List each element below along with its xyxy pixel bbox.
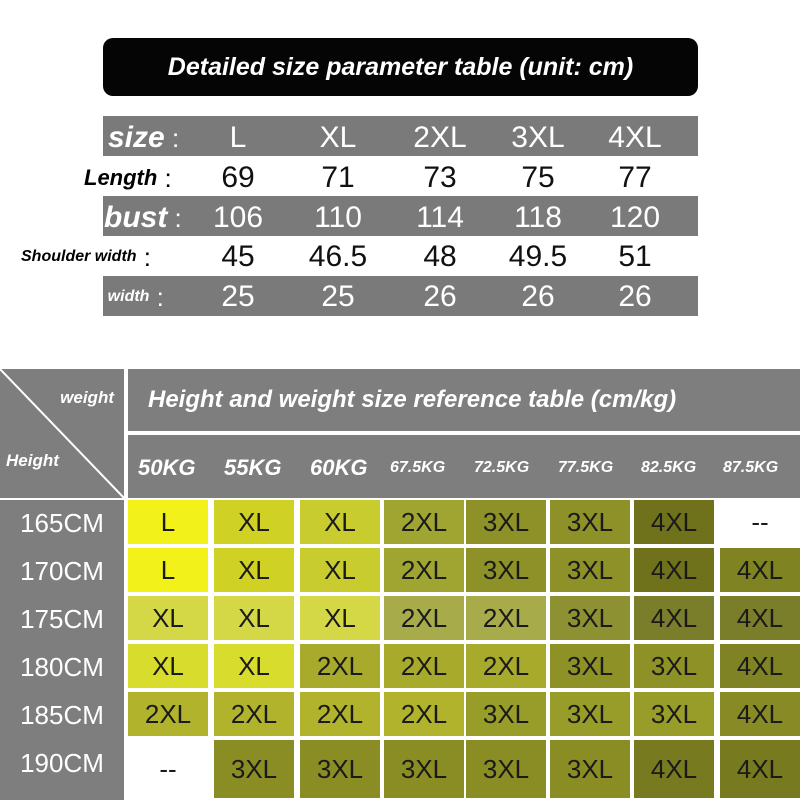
parameter-value: 73	[423, 161, 457, 194]
parameter-label	[73, 277, 164, 317]
size-cell	[634, 740, 714, 798]
parameter-label-text: size	[108, 121, 165, 154]
size-cell-value: 3XL	[650, 698, 698, 729]
size-cell-value: 2XL	[316, 650, 364, 681]
size-cell-value: 2XL	[316, 698, 364, 729]
height-label: 175CM	[20, 604, 104, 634]
parameter-row	[0, 198, 800, 238]
size-cell-value: 2XL	[482, 602, 530, 633]
parameter-value: 25	[221, 280, 255, 313]
size-cell	[300, 500, 380, 544]
parameter-value: 77	[618, 161, 652, 194]
weight-header-cell: 67.5KG	[390, 459, 446, 476]
label-colon: :	[136, 241, 151, 272]
parameter-value: 26	[618, 280, 652, 313]
size-cell	[466, 596, 546, 640]
size-cell-value: 2XL	[400, 506, 448, 537]
size-cell	[550, 740, 630, 798]
size-cell	[128, 500, 208, 544]
parameter-value: 120	[609, 201, 661, 234]
height-label: 185CM	[20, 700, 104, 730]
size-cell	[128, 548, 208, 592]
size-cell	[634, 596, 714, 640]
size-cell	[214, 500, 294, 544]
height-label: 180CM	[20, 652, 104, 682]
size-table-title	[103, 38, 698, 96]
parameter-value: 45	[221, 240, 255, 273]
size-table-title-text: Detailed size parameter table (unit: cm)	[167, 52, 634, 81]
size-header-cell: 2XL	[413, 121, 467, 154]
parameter-label	[21, 237, 151, 277]
size-cell-value: XL	[324, 554, 356, 585]
size-cell-value: --	[751, 506, 769, 537]
size-cell	[720, 548, 800, 592]
size-cell	[300, 692, 380, 736]
size-cell	[634, 644, 714, 688]
size-cell	[550, 692, 630, 736]
size-cell	[128, 644, 208, 688]
size-cell	[720, 596, 800, 640]
size-cell-value: 4XL	[650, 506, 698, 537]
size-cell-value: 3XL	[230, 753, 278, 784]
label-colon: :	[164, 122, 180, 153]
size-cell-value: 4XL	[736, 554, 784, 585]
size-cell	[384, 692, 464, 736]
size-cell-value: 2XL	[230, 698, 278, 729]
parameter-value: 51	[618, 240, 652, 273]
size-cell	[466, 500, 546, 544]
size-cell	[720, 740, 800, 798]
size-cell-value: 3XL	[566, 554, 614, 585]
size-cell	[634, 548, 714, 592]
size-cell-value: XL	[152, 650, 184, 681]
size-cell	[466, 740, 546, 798]
size-cell	[128, 596, 208, 640]
height-label: 170CM	[20, 556, 104, 586]
size-cell-value: 3XL	[482, 698, 530, 729]
size-cell-value: XL	[324, 602, 356, 633]
size-cell-value: 4XL	[736, 698, 784, 729]
reference-table-title	[128, 369, 800, 431]
weight-header-cell: 60KG	[310, 455, 368, 480]
size-cell	[466, 548, 546, 592]
size-cell-value: 4XL	[650, 554, 698, 585]
weight-header-cell: 82.5KG	[641, 459, 697, 476]
size-cell	[128, 740, 208, 798]
height-label: 190CM	[20, 748, 104, 778]
parameter-value: 110	[314, 201, 362, 234]
size-cell	[214, 644, 294, 688]
size-cell	[720, 644, 800, 688]
size-cell	[384, 740, 464, 798]
size-cell	[634, 692, 714, 736]
parameter-value: 75	[521, 161, 555, 194]
size-cell-value: XL	[238, 602, 270, 633]
size-cell-value: 2XL	[482, 650, 530, 681]
size-cell-value: 3XL	[482, 506, 530, 537]
parameter-row	[0, 237, 800, 277]
parameter-value: 25	[321, 280, 355, 313]
size-cell	[384, 500, 464, 544]
weight-header-cell: 77.5KG	[558, 459, 614, 476]
parameter-value: 46.5	[308, 240, 368, 273]
weight-header-cell: 50KG	[138, 455, 196, 480]
size-cell	[384, 644, 464, 688]
size-header-row	[0, 118, 800, 158]
parameter-row	[0, 158, 800, 198]
size-cell-value: 4XL	[650, 602, 698, 633]
size-cell-value: 3XL	[566, 698, 614, 729]
size-cell	[214, 692, 294, 736]
parameter-label-text: bust	[104, 201, 168, 234]
label-colon: :	[157, 162, 172, 193]
size-cell-value: 3XL	[482, 753, 530, 784]
size-cell-value: L	[160, 506, 176, 537]
size-cell	[634, 500, 714, 544]
size-cell-value: XL	[324, 506, 356, 537]
size-header-cell: 3XL	[511, 121, 565, 154]
size-cell-value: 3XL	[566, 506, 614, 537]
size-cell-value: 3XL	[566, 602, 614, 633]
size-cell	[384, 548, 464, 592]
size-cell-value: 3XL	[566, 753, 614, 784]
size-cell	[214, 740, 294, 798]
label-colon: :	[167, 202, 182, 233]
size-cell	[300, 644, 380, 688]
parameter-value: 48	[423, 240, 457, 273]
size-cell-value: 3XL	[650, 650, 698, 681]
parameter-value: 49.5	[508, 240, 568, 273]
parameter-value: 114	[416, 201, 464, 234]
size-cell	[550, 548, 630, 592]
parameter-value: 26	[423, 280, 457, 313]
size-cell	[128, 692, 208, 736]
size-cell-value: 2XL	[144, 698, 192, 729]
size-cell	[466, 644, 546, 688]
parameter-label	[84, 158, 172, 198]
size-cell	[550, 644, 630, 688]
size-cell-value: 2XL	[400, 650, 448, 681]
size-cell	[300, 548, 380, 592]
size-cell-value: 2XL	[400, 554, 448, 585]
size-cell-value: XL	[238, 650, 270, 681]
size-cell	[720, 500, 800, 544]
weight-header-cell: 87.5KG	[723, 459, 779, 476]
size-cell	[300, 740, 380, 798]
height-label: 165CM	[20, 508, 104, 538]
size-cell-value: 4XL	[650, 753, 698, 784]
parameter-label	[108, 118, 179, 158]
size-cell-value: XL	[238, 554, 270, 585]
size-cell	[214, 548, 294, 592]
weight-header-cell: 55KG	[224, 455, 282, 480]
parameter-value: 71	[321, 161, 355, 194]
parameter-row	[0, 277, 800, 317]
size-cell-value: --	[159, 753, 177, 784]
parameter-label-text: Cap width	[73, 288, 150, 305]
size-cell	[550, 596, 630, 640]
weight-header-cell: 72.5KG	[474, 459, 530, 476]
size-cell-value: 3XL	[482, 554, 530, 585]
size-cell-value: XL	[152, 602, 184, 633]
size-cell	[300, 596, 380, 640]
size-header-cell: XL	[319, 121, 357, 154]
size-cell-value: 2XL	[400, 698, 448, 729]
size-cell	[466, 692, 546, 736]
height-column	[0, 500, 124, 800]
size-cell-value: 4XL	[736, 602, 784, 633]
size-cell-value: 3XL	[566, 650, 614, 681]
size-cell-value: 4XL	[736, 650, 784, 681]
parameter-value: 106	[212, 201, 264, 234]
size-cell-value: 4XL	[736, 753, 784, 784]
size-cell	[384, 596, 464, 640]
size-cell-value: L	[160, 554, 176, 585]
size-cell-value: XL	[238, 506, 270, 537]
size-cell-value: 3XL	[316, 753, 364, 784]
corner-height-label: Height	[6, 451, 59, 470]
size-cell-value: 3XL	[400, 753, 448, 784]
parameter-label-text: Shoulder width	[21, 248, 137, 265]
size-cell	[214, 596, 294, 640]
corner-weight-label: weight	[60, 388, 114, 407]
size-header-cell: 4XL	[608, 121, 662, 154]
size-cell	[550, 500, 630, 544]
reference-table-title-text: Height and weight size reference table (cm/kg)	[148, 386, 677, 413]
label-colon: :	[149, 281, 164, 312]
parameter-value: 26	[521, 280, 555, 313]
size-cell-value: 2XL	[400, 602, 448, 633]
size-cell	[720, 692, 800, 736]
parameter-value: 118	[514, 201, 562, 234]
parameter-label-text: Length	[84, 165, 158, 190]
parameter-label	[104, 198, 182, 238]
weight-header-row	[128, 435, 800, 498]
parameter-value: 69	[221, 161, 255, 194]
size-header-cell: L	[229, 121, 247, 154]
table-corner-diagonal	[0, 369, 124, 498]
